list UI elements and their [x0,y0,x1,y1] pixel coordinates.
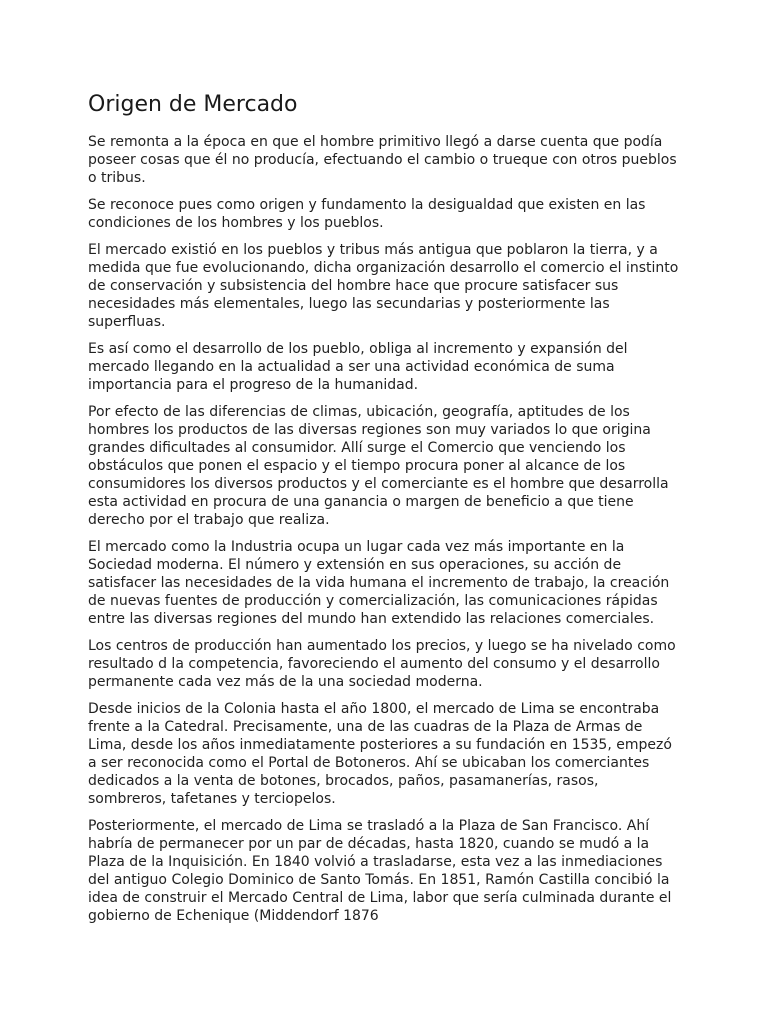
paragraph: Es así como el desarrollo de los pueblo, obliga al incremento y expansión del mercado llegando en la actualidad a ser una actividad económica de suma importancia para el progreso de la humanidad. [88,341,628,393]
paragraph: Los centros de producción han aumentado los precios, y luego se ha nivelado como resultado d la competencia, favoreciendo el aumento del consumo y el desarrollo permanente cada vez más de la una sociedad moderna. [88,638,676,690]
paragraph: Se reconoce pues como origen y fundamento la desigualdad que existen en las condiciones de los hombres y los pueblos. [88,197,646,231]
paragraph: Por efecto de las diferencias de climas, ubicación, geografía, aptitudes de los hombres los productos de las diversas regiones son muy variados lo que origina grandes dificultades al consumidor. Allí surge el Comercio que venciendo los obstáculos que ponen el espacio y el tiempo procura poner al alcance de los consumidores los diversos productos y el comerciante es el hombre que desarrolla esta actividad en procura de una ganancia o margen de beneficio a que tiene derecho por el trabajo que realiza. [88,404,669,528]
document-title: Origen de Mercado [88,92,298,117]
paragraph: Posteriormente, el mercado de Lima se trasladó a la Plaza de San Francisco. Ahí habría de permanecer por un par de décadas, hasta 1820, cuando se mudó a la Plaza de la Inquisición. En 1840 volvió a trasladarse, esta vez a las inmediaciones del antiguo Colegio Dominico de Santo Tomás. En 1851, Ramón Castilla concibió la idea de construir el Mercado Central de Lima, labor que sería culminada durante el gobierno de Echenique (Middendorf 1876 [88,818,672,924]
paragraph: Se remonta a la época en que el hombre primitivo llegó a darse cuenta que podía poseer cosas que él no producía, efectuando el cambio o trueque con otros pueblos o tribus. [88,134,677,186]
paragraph: El mercado como la Industria ocupa un lugar cada vez más importante en la Sociedad moderna. El número y extensión en sus operaciones, su acción de satisfacer las necesidades de la vida humana el incremento de trabajo, la creación de nuevas fuentes de producción y comercialización, las comunicaciones rápidas entre las diversas regiones del mundo han extendido las relaciones comerciales. [88,539,670,627]
paragraph: Desde inicios de la Colonia hasta el año 1800, el mercado de Lima se encontraba frente a la Catedral. Precisamente, una de las cuadras de la Plaza de Armas de Lima, desde los años inmediatamente posteriores a su fundación en 1535, empezó a ser reconocida como el Portal de Botoneros. Ahí se ubicaban los comerciantes dedicados a la venta de botones, brocados, paños, pasamanerías, rasos, sombreros, tafetanes y terciopelos. [88,701,672,807]
document-body [88,133,680,925]
paragraph: El mercado existió en los pueblos y tribus más antigua que poblaron la tierra, y a medida que fue evolucionando, dicha organización desarrollo el comercio el instinto de conservación y subsistencia del hombre hace que procure satisfacer sus necesidades más elementales, luego las secundarias y posteriormente las superfluas. [88,242,679,330]
